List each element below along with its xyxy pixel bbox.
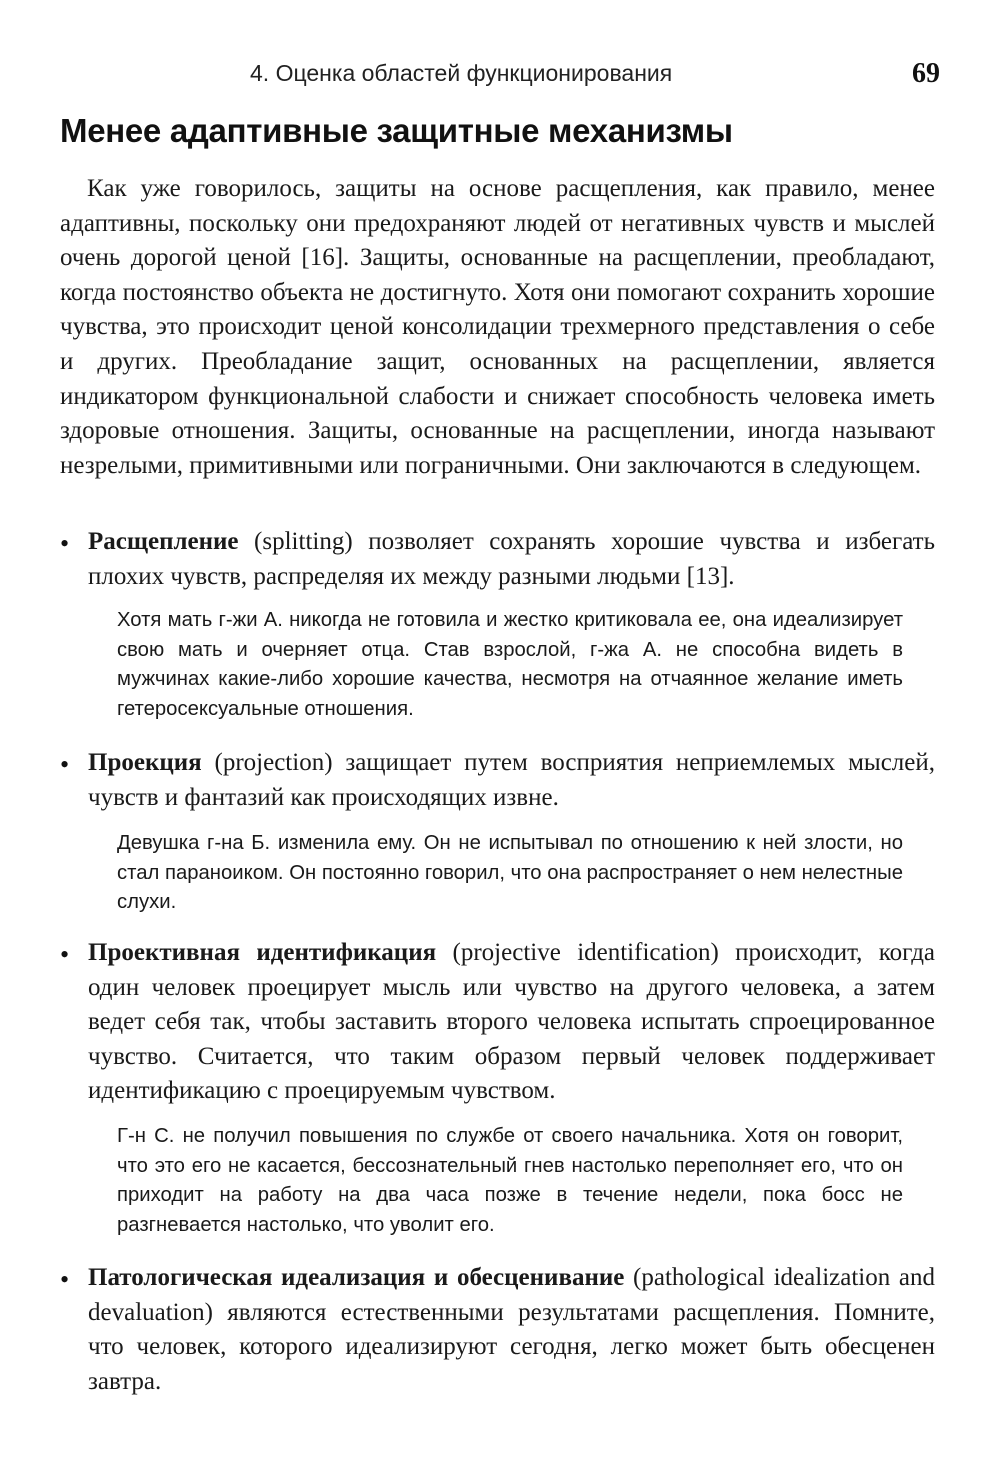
page-number: 69 — [912, 58, 940, 89]
list-item-text — [88, 936, 935, 1109]
example-projection: Девушка г-на Б. изменила ему. Он не испытывал по отношению к ней злости, но стал параноиком. Он постоянно говорил, что она распространяет о нем нелестные слухи. — [117, 832, 903, 914]
term: Расщепление — [88, 528, 239, 555]
list-item-text — [88, 1261, 935, 1399]
definition: (projective identification) происходит, когда один человек проецирует мысль или чувство на другого человека, а затем ведет себя так, чтобы заставить второго человека испытать спроецированное чувство. Считается, что таким образом первый человек поддерживает идентификацию с проецируемым чувством. — [88, 939, 936, 1105]
term: Проекция — [88, 749, 202, 776]
bullet-icon: • — [60, 529, 70, 558]
definition: (projection) защищает путем восприятия неприемлемых мыслей, чувств и фантазий как происходящих извне. — [88, 749, 935, 811]
example-projective-identification: Г-н С. не получил повышения по службе от своего начальника. Хотя он говорит, что это его не касается, бессознательный гнев настолько переполняет его, что он приходит на работу на два часа позже в течение недели, пока босс не разгневается настолько, что уволит его. — [117, 1125, 903, 1236]
definition: (pathological idealization and devaluation) являются естественными результатами расщепления. Помните, что человек, которого идеализируют сегодня, легко может быть обесценен завтра. — [88, 1264, 935, 1395]
example-splitting: Хотя мать г-жи А. никогда не готовила и жестко критиковала ее, она идеализирует свою мать и очерняет отца. Став взрослой, г-жа А. не способна видеть в мужчинах какие-либо хорошие качества, несмотря на отчаянное желание иметь гетеросексуальные отношения. — [117, 609, 903, 720]
list-item-projective-identification — [60, 936, 935, 1109]
list-item-splitting — [60, 525, 935, 594]
section-title: Менее адаптивные защитные механизмы — [60, 112, 733, 149]
list-item-idealization — [60, 1261, 935, 1399]
definition: (splitting) позволяет сохранять хорошие чувства и избегать плохих чувств, распределяя их между разными людьми [13]. — [88, 528, 935, 590]
intro-paragraph: Как уже говорилось, защиты на основе расщепления, как правило, менее адаптивны, поскольку они предохраняют людей от негативных чувств и мыслей очень дорогой ценой [16]. Защиты, основанные на расщеплении, преобладают, когда постоянство объекта не достигнуто. Хотя они помогают сохранить хорошие чувства, это происходит ценой консолидации трехмерного представления о себе и других. Преобладание защит, основанных на расщеплении, является индикатором функциональной слабости и снижает способность человека иметь здоровые отношения. Защиты, основанные на расщеплении, иногда называют незрелыми, примитивными или пограничными. Они заключаются в следующем. — [60, 175, 935, 479]
page-header — [60, 58, 940, 98]
bullet-icon: • — [60, 940, 70, 969]
term: Патологическая идеализация и обесценивание — [88, 1264, 625, 1291]
bullet-icon: • — [60, 750, 70, 779]
list-item-text — [88, 525, 935, 594]
term: Проективная идентификация — [88, 939, 437, 966]
running-head: 4. Оценка областей функционирования — [250, 60, 673, 86]
list-item-projection — [60, 746, 935, 815]
list-item-text — [88, 746, 935, 815]
bullet-icon: • — [60, 1265, 70, 1294]
